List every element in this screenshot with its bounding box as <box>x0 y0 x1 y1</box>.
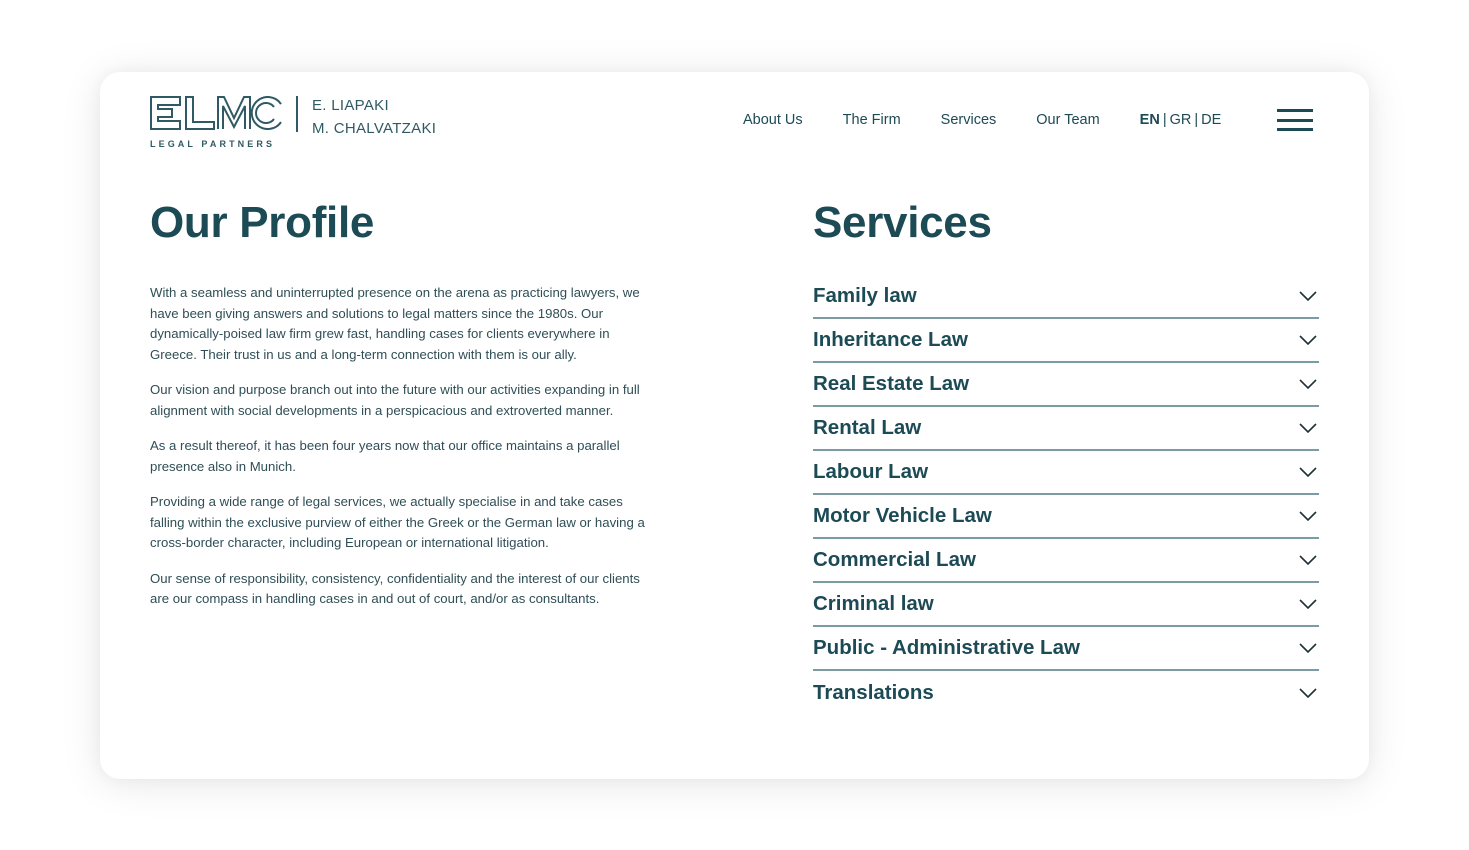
accordion-label: Inheritance Law <box>813 328 968 351</box>
partner-name: M. CHALVATZAKI <box>312 120 437 137</box>
accordion-label: Family law <box>813 284 917 307</box>
profile-body <box>150 283 660 610</box>
logo-partner-names <box>312 94 436 140</box>
chevron-down-icon <box>1299 555 1317 565</box>
accordion-item-translations[interactable] <box>813 671 1319 715</box>
nav-our-team[interactable]: Our Team <box>1036 112 1100 128</box>
chevron-down-icon <box>1299 643 1317 653</box>
chevron-down-icon <box>1299 335 1317 345</box>
accordion-item-motor-vehicle-law[interactable] <box>813 495 1319 539</box>
lang-separator: | <box>1194 112 1199 128</box>
accordion-item-labour-law[interactable] <box>813 451 1319 495</box>
profile-paragraph: Our vision and purpose branch out into the future with our activities expanding in full alignment with social developments in a perspicacious and extroverted manner. <box>150 382 640 418</box>
language-switcher <box>1140 112 1222 128</box>
accordion-label: Rental Law <box>813 416 922 439</box>
accordion-label: Commercial Law <box>813 548 976 571</box>
lang-gr[interactable]: GR <box>1169 112 1192 128</box>
partner-name: E. LIAPAKI <box>312 97 389 114</box>
accordion-item-public-administrative-law[interactable] <box>813 627 1319 671</box>
accordion-label: Criminal law <box>813 592 934 615</box>
accordion-item-family-law[interactable] <box>813 275 1319 319</box>
logo-divider <box>296 96 298 132</box>
accordion-item-criminal-law[interactable] <box>813 583 1319 627</box>
profile-paragraph: Our sense of responsibility, consistency, confidentiality and the interest of our clients are our compass in handling cases in and out of court, and/or as consultants. <box>150 570 640 606</box>
main-nav <box>743 112 1221 128</box>
nav-services[interactable]: Services <box>940 112 997 128</box>
page-card <box>100 72 1369 779</box>
services-title: Services <box>813 198 992 247</box>
chevron-down-icon <box>1299 599 1317 609</box>
lang-separator: | <box>1162 112 1167 128</box>
profile-paragraph: Providing a wide range of legal services, we actually specialise in and take cases falling within the exclusive purview of either the Greek or the German law or having a cross-border character, including European or international litigation. <box>150 494 645 550</box>
lang-en[interactable]: EN <box>1139 112 1160 128</box>
nav-about-us[interactable]: About Us <box>743 112 803 128</box>
hamburger-icon[interactable] <box>1277 109 1313 131</box>
services-accordion <box>813 275 1319 715</box>
profile-paragraph: As a result thereof, it has been four years now that our office maintains a parallel presence also in Munich. <box>150 438 620 474</box>
chevron-down-icon <box>1299 467 1317 477</box>
profile-paragraph: With a seamless and uninterrupted presence on the arena as practicing lawyers, we have been giving answers and solutions to legal matters since the 1980s. Our dynamically-poised law firm grew fast, handling cases for clients everywhere in Greece. Their trust in us and a long-term connection with them is our ally. <box>150 285 640 362</box>
logo[interactable] <box>150 94 470 154</box>
accordion-label: Motor Vehicle Law <box>813 504 992 527</box>
chevron-down-icon <box>1299 379 1317 389</box>
chevron-down-icon <box>1299 423 1317 433</box>
elmc-logo-mark-icon <box>150 96 282 130</box>
accordion-label: Real Estate Law <box>813 372 970 395</box>
accordion-item-rental-law[interactable] <box>813 407 1319 451</box>
profile-section <box>150 197 660 625</box>
accordion-item-commercial-law[interactable] <box>813 539 1319 583</box>
accordion-item-real-estate-law[interactable] <box>813 363 1319 407</box>
profile-title: Our Profile <box>150 198 375 247</box>
accordion-label: Public - Administrative Law <box>813 636 1080 659</box>
chevron-down-icon <box>1299 511 1317 521</box>
lang-de[interactable]: DE <box>1201 112 1222 128</box>
chevron-down-icon <box>1299 688 1317 698</box>
chevron-down-icon <box>1299 291 1317 301</box>
nav-the-firm[interactable]: The Firm <box>842 112 901 128</box>
services-section <box>813 197 1319 715</box>
accordion-label: Labour Law <box>813 460 929 483</box>
accordion-item-inheritance-law[interactable] <box>813 319 1319 363</box>
accordion-label: Translations <box>813 681 934 704</box>
logo-tagline: LEGAL PARTNERS <box>150 139 276 149</box>
